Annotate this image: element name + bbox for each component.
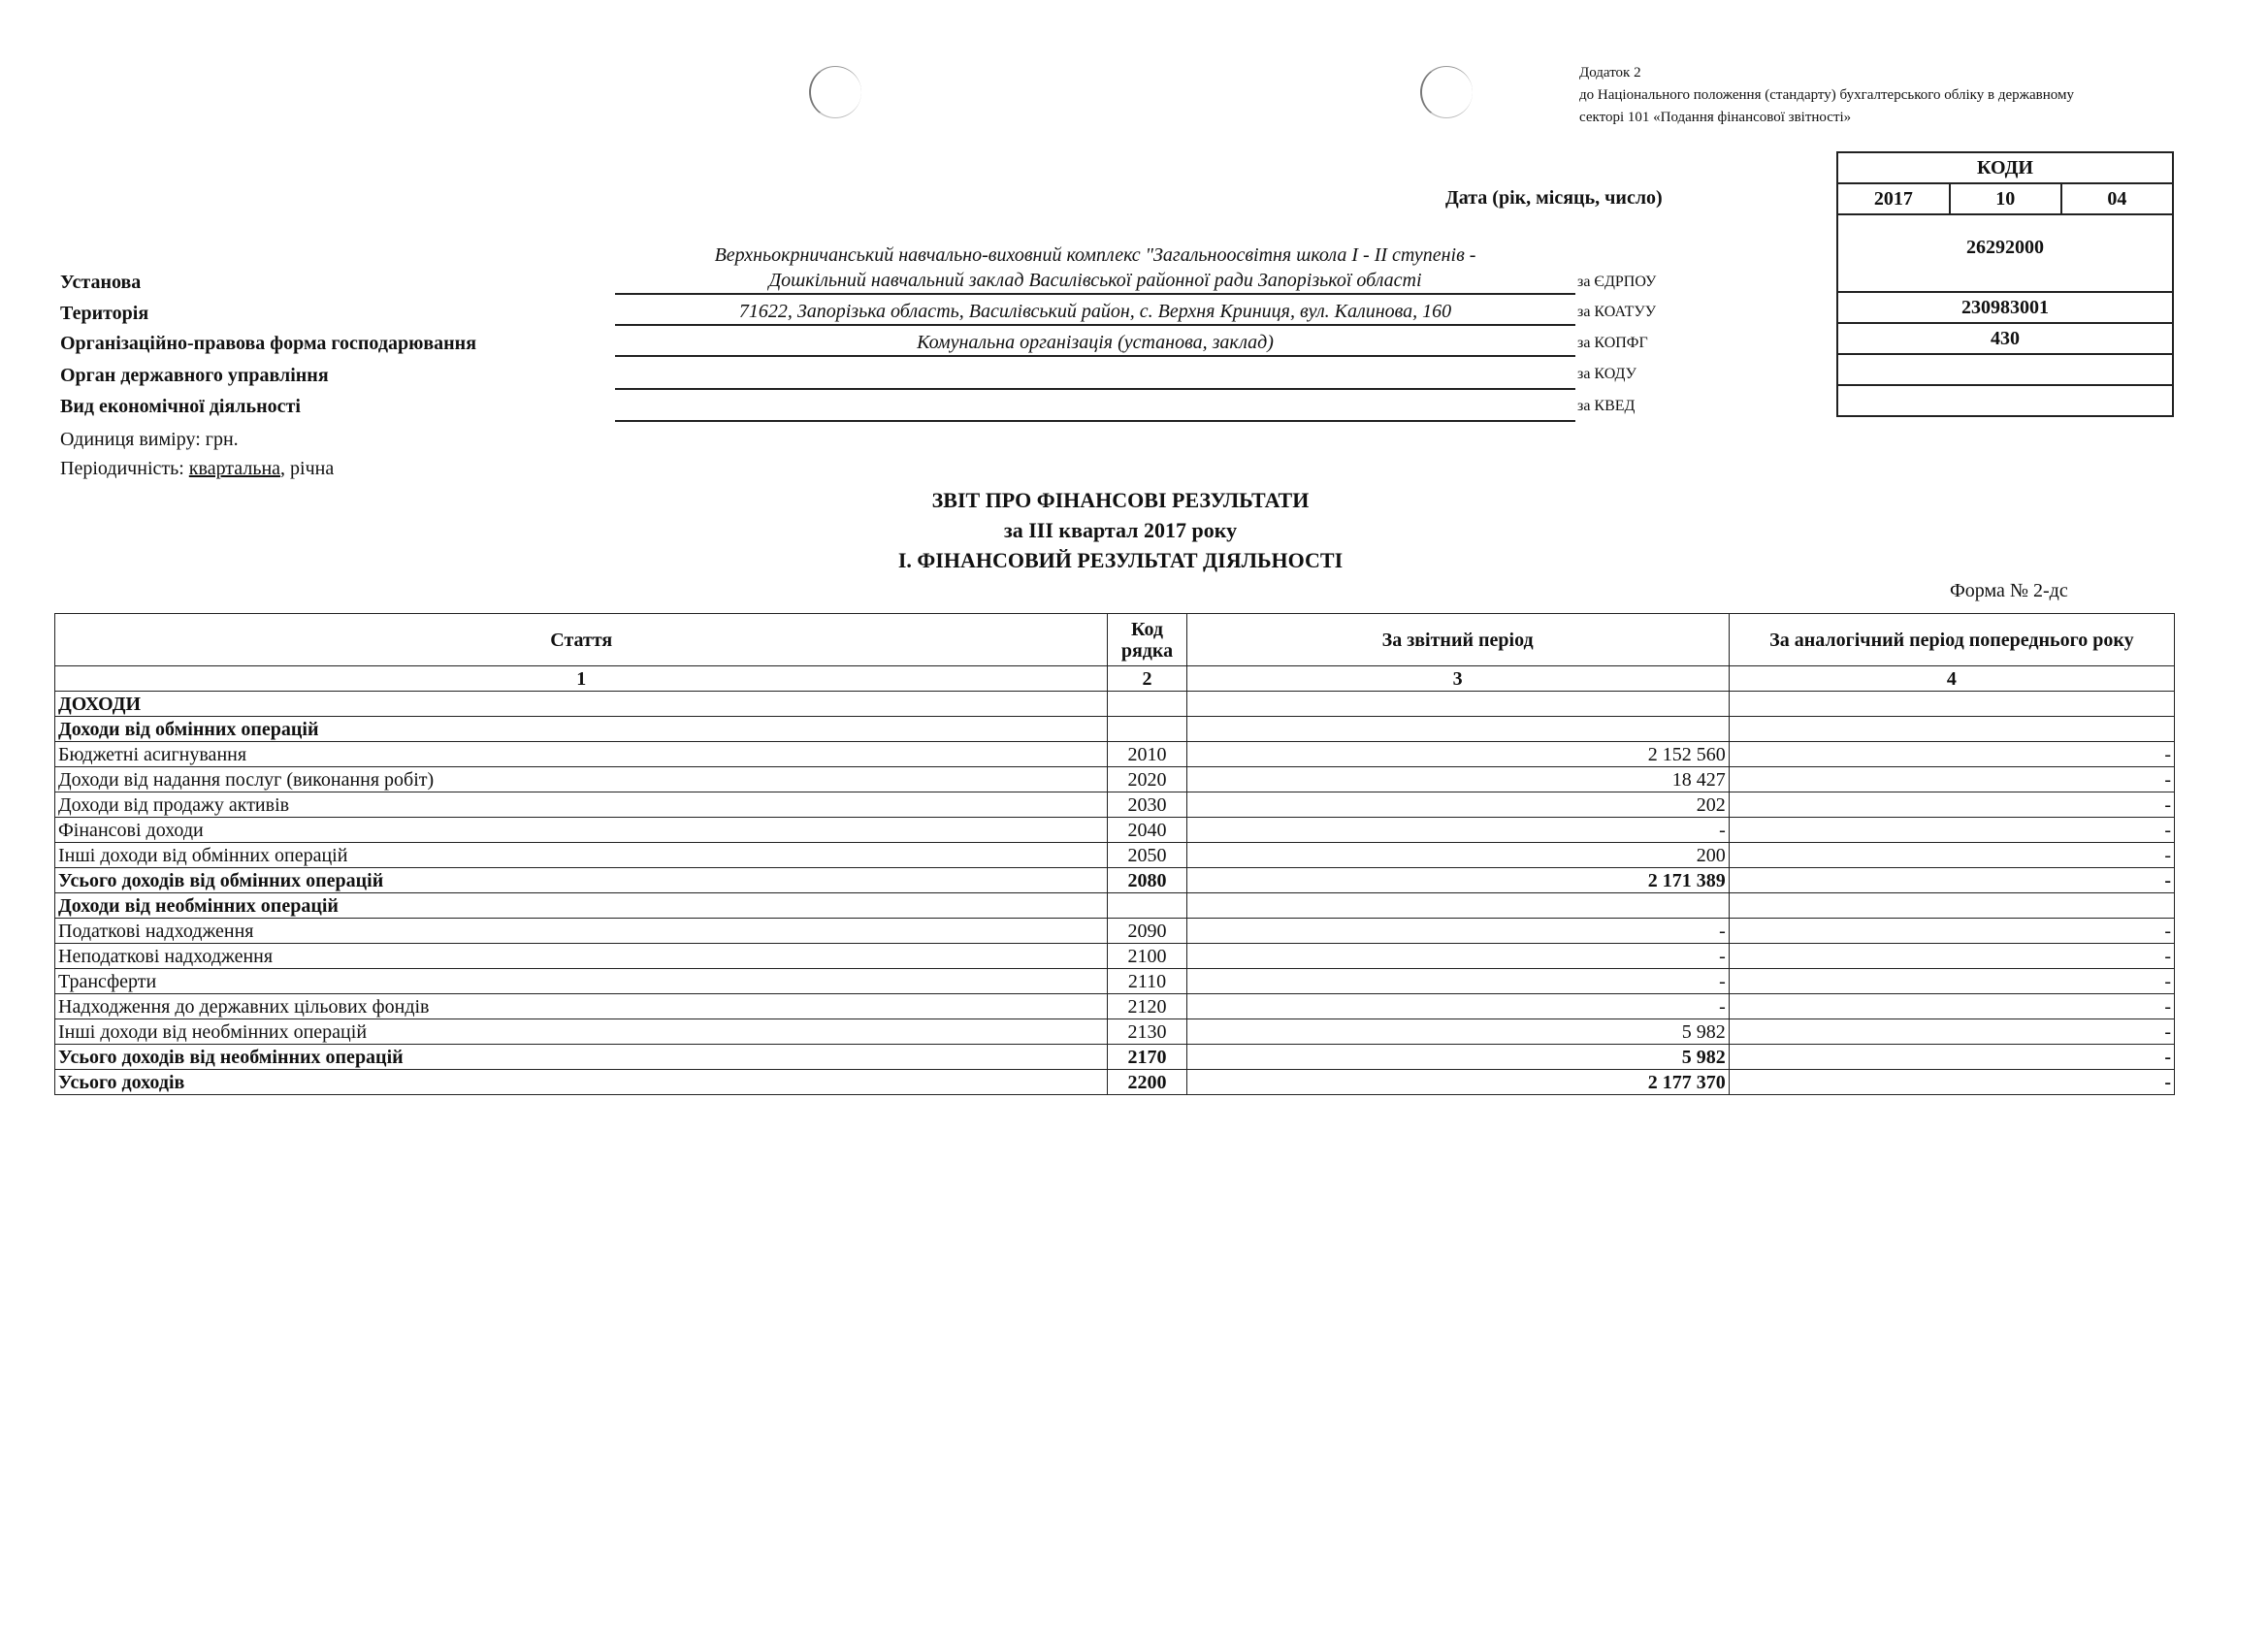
table-row bbox=[55, 692, 2175, 717]
row-code: 2110 bbox=[1108, 969, 1186, 994]
row-current-value bbox=[1186, 717, 1729, 742]
table-row bbox=[55, 1019, 2175, 1045]
row-previous-value: - bbox=[1729, 1019, 2174, 1045]
authority-value bbox=[615, 363, 1575, 390]
code-kodu bbox=[1837, 354, 2173, 385]
periodicity-prefix: Періодичність: bbox=[60, 458, 189, 479]
row-code: 2030 bbox=[1108, 792, 1186, 818]
row-article: Доходи від необмінних операцій bbox=[55, 893, 1108, 919]
org-form-value: Комунальна організація (установа, заклад) bbox=[615, 330, 1575, 357]
table-row bbox=[55, 944, 2175, 969]
row-article: ДОХОДИ bbox=[55, 692, 1108, 717]
appendix-line-1: Додаток 2 bbox=[1579, 65, 1641, 81]
financial-results-table bbox=[54, 613, 2175, 1095]
row-code: 2100 bbox=[1108, 944, 1186, 969]
periodicity-suffix: , річна bbox=[280, 458, 335, 479]
row-current-value: 200 bbox=[1186, 843, 1729, 868]
row-current-value: 2 177 370 bbox=[1186, 1070, 1729, 1095]
report-title bbox=[0, 485, 2241, 575]
periodicity-selected: квартальна bbox=[188, 458, 281, 479]
kved-classifier: за КВЕД bbox=[1577, 398, 1636, 414]
row-article: Усього доходів від необмінних операцій bbox=[55, 1045, 1108, 1070]
row-current-value: 2 152 560 bbox=[1186, 742, 1729, 767]
form-number: Форма № 2-дс bbox=[1950, 580, 2068, 601]
row-current-value: 202 bbox=[1186, 792, 1729, 818]
table-row bbox=[55, 767, 2175, 792]
row-code bbox=[1108, 893, 1186, 919]
row-article: Доходи від продажу активів bbox=[55, 792, 1108, 818]
row-previous-value: - bbox=[1729, 1045, 2174, 1070]
codes-box bbox=[1836, 151, 2174, 417]
row-previous-value bbox=[1729, 692, 2174, 717]
table-row bbox=[55, 1045, 2175, 1070]
column-number-4: 4 bbox=[1729, 666, 2174, 692]
column-number-2: 2 bbox=[1108, 666, 1186, 692]
row-previous-value: - bbox=[1729, 868, 2174, 893]
report-title-line-3: І. ФІНАНСОВИЙ РЕЗУЛЬТАТ ДІЯЛЬНОСТІ bbox=[897, 548, 1344, 572]
table-row bbox=[55, 969, 2175, 994]
table-row bbox=[55, 717, 2175, 742]
row-code: 2200 bbox=[1108, 1070, 1186, 1095]
appendix-note bbox=[1579, 62, 2074, 129]
row-current-value: - bbox=[1186, 994, 1729, 1019]
header-code bbox=[1108, 614, 1186, 666]
table-row bbox=[55, 792, 2175, 818]
row-current-value: - bbox=[1186, 969, 1729, 994]
row-previous-value: - bbox=[1729, 742, 2174, 767]
header-article: Стаття bbox=[55, 614, 1108, 666]
row-code: 2130 bbox=[1108, 1019, 1186, 1045]
kopfg-classifier: за КОПФГ bbox=[1577, 335, 1648, 351]
report-title-line-1: ЗВІТ ПРО ФІНАНСОВІ РЕЗУЛЬТАТИ bbox=[931, 488, 1310, 512]
koatuu-classifier: за КОАТУУ bbox=[1577, 304, 1657, 320]
row-code bbox=[1108, 717, 1186, 742]
table-row bbox=[55, 919, 2175, 944]
org-form-label: Організаційно-правова форма господарювання bbox=[60, 333, 477, 354]
periodicity bbox=[60, 458, 334, 480]
row-current-value: - bbox=[1186, 919, 1729, 944]
report-title-line-2: за ІІІ квартал 2017 року bbox=[1003, 518, 1238, 542]
row-previous-value bbox=[1729, 893, 2174, 919]
kodu-classifier: за КОДУ bbox=[1577, 366, 1636, 382]
row-article: Усього доходів від обмінних операцій bbox=[55, 868, 1108, 893]
appendix-line-2: до Національного положення (стандарту) бухгалтерського обліку в державному bbox=[1579, 87, 2074, 103]
activity-value bbox=[615, 395, 1575, 422]
row-code: 2010 bbox=[1108, 742, 1186, 767]
column-number-1: 1 bbox=[55, 666, 1108, 692]
header-previous-period: За аналогічний період попереднього року bbox=[1729, 614, 2174, 666]
row-previous-value: - bbox=[1729, 1070, 2174, 1095]
punch-hole-left bbox=[809, 66, 861, 118]
row-code bbox=[1108, 692, 1186, 717]
row-code: 2090 bbox=[1108, 919, 1186, 944]
row-previous-value: - bbox=[1729, 818, 2174, 843]
row-current-value: 5 982 bbox=[1186, 1045, 1729, 1070]
row-article: Податкові надходження bbox=[55, 919, 1108, 944]
table-row bbox=[55, 1070, 2175, 1095]
edrpou-classifier: за ЄДРПОУ bbox=[1577, 274, 1657, 290]
unit-of-measure: Одиниця виміру: грн. bbox=[60, 429, 239, 450]
institution-label: Установа bbox=[60, 272, 142, 293]
row-article: Бюджетні асигнування bbox=[55, 742, 1108, 767]
row-previous-value: - bbox=[1729, 994, 2174, 1019]
row-previous-value bbox=[1729, 717, 2174, 742]
code-kopfg: 430 bbox=[1837, 323, 2173, 354]
institution-value bbox=[615, 242, 1575, 295]
row-code: 2050 bbox=[1108, 843, 1186, 868]
row-code: 2080 bbox=[1108, 868, 1186, 893]
code-koatuu: 230983001 bbox=[1837, 292, 2173, 323]
territory-value: 71622, Запорізька область, Василівський район, с. Верхня Криниця, вул. Калинова, 160 bbox=[615, 299, 1575, 326]
row-article: Трансферти bbox=[55, 969, 1108, 994]
table-row bbox=[55, 868, 2175, 893]
activity-label: Вид економічної діяльності bbox=[60, 396, 301, 417]
row-current-value: - bbox=[1186, 818, 1729, 843]
row-code: 2040 bbox=[1108, 818, 1186, 843]
row-code: 2120 bbox=[1108, 994, 1186, 1019]
row-article: Доходи від надання послуг (виконання робіт) bbox=[55, 767, 1108, 792]
row-previous-value: - bbox=[1729, 792, 2174, 818]
row-current-value: 18 427 bbox=[1186, 767, 1729, 792]
row-article: Неподаткові надходження bbox=[55, 944, 1108, 969]
row-previous-value: - bbox=[1729, 919, 2174, 944]
institution-value-line-1: Верхньокрничанський навчально-виховний комплекс "Загальноосвітня школа І - ІІ ступенів - bbox=[714, 244, 1476, 266]
row-previous-value: - bbox=[1729, 944, 2174, 969]
header-current-period: За звітний період bbox=[1186, 614, 1729, 666]
authority-label: Орган державного управління bbox=[60, 365, 329, 386]
header-code-line-1: Код bbox=[1130, 618, 1164, 640]
row-current-value: 5 982 bbox=[1186, 1019, 1729, 1045]
code-month: 10 bbox=[1950, 183, 2061, 214]
row-code: 2170 bbox=[1108, 1045, 1186, 1070]
column-number-3: 3 bbox=[1186, 666, 1729, 692]
appendix-line-3: секторі 101 «Подання фінансової звітності» bbox=[1579, 110, 1852, 125]
row-current-value bbox=[1186, 692, 1729, 717]
table-row bbox=[55, 994, 2175, 1019]
row-current-value: 2 171 389 bbox=[1186, 868, 1729, 893]
row-article: Доходи від обмінних операцій bbox=[55, 717, 1108, 742]
codes-header: КОДИ bbox=[1837, 152, 2173, 183]
row-previous-value: - bbox=[1729, 767, 2174, 792]
table-row bbox=[55, 818, 2175, 843]
institution-value-line-2: Дошкільний навчальний заклад Василівської районної ради Запорізької області bbox=[768, 270, 1422, 291]
row-article: Надходження до державних цільових фондів bbox=[55, 994, 1108, 1019]
row-article: Усього доходів bbox=[55, 1070, 1108, 1095]
code-edrpou: 26292000 bbox=[1837, 214, 2173, 292]
row-article: Фінансові доходи bbox=[55, 818, 1108, 843]
territory-label: Територія bbox=[60, 303, 149, 324]
code-year: 2017 bbox=[1837, 183, 1950, 214]
header-code-line-2: рядка bbox=[1120, 639, 1174, 662]
row-article: Інші доходи від необмінних операцій bbox=[55, 1019, 1108, 1045]
punch-hole-right bbox=[1420, 66, 1473, 118]
row-code: 2020 bbox=[1108, 767, 1186, 792]
table-row bbox=[55, 893, 2175, 919]
date-label: Дата (рік, місяць, число) bbox=[1445, 187, 1663, 209]
table-row bbox=[55, 843, 2175, 868]
row-current-value: - bbox=[1186, 944, 1729, 969]
row-article: Інші доходи від обмінних операцій bbox=[55, 843, 1108, 868]
row-previous-value: - bbox=[1729, 843, 2174, 868]
row-current-value bbox=[1186, 893, 1729, 919]
code-day: 04 bbox=[2061, 183, 2173, 214]
row-previous-value: - bbox=[1729, 969, 2174, 994]
table-row bbox=[55, 742, 2175, 767]
code-kved bbox=[1837, 385, 2173, 416]
